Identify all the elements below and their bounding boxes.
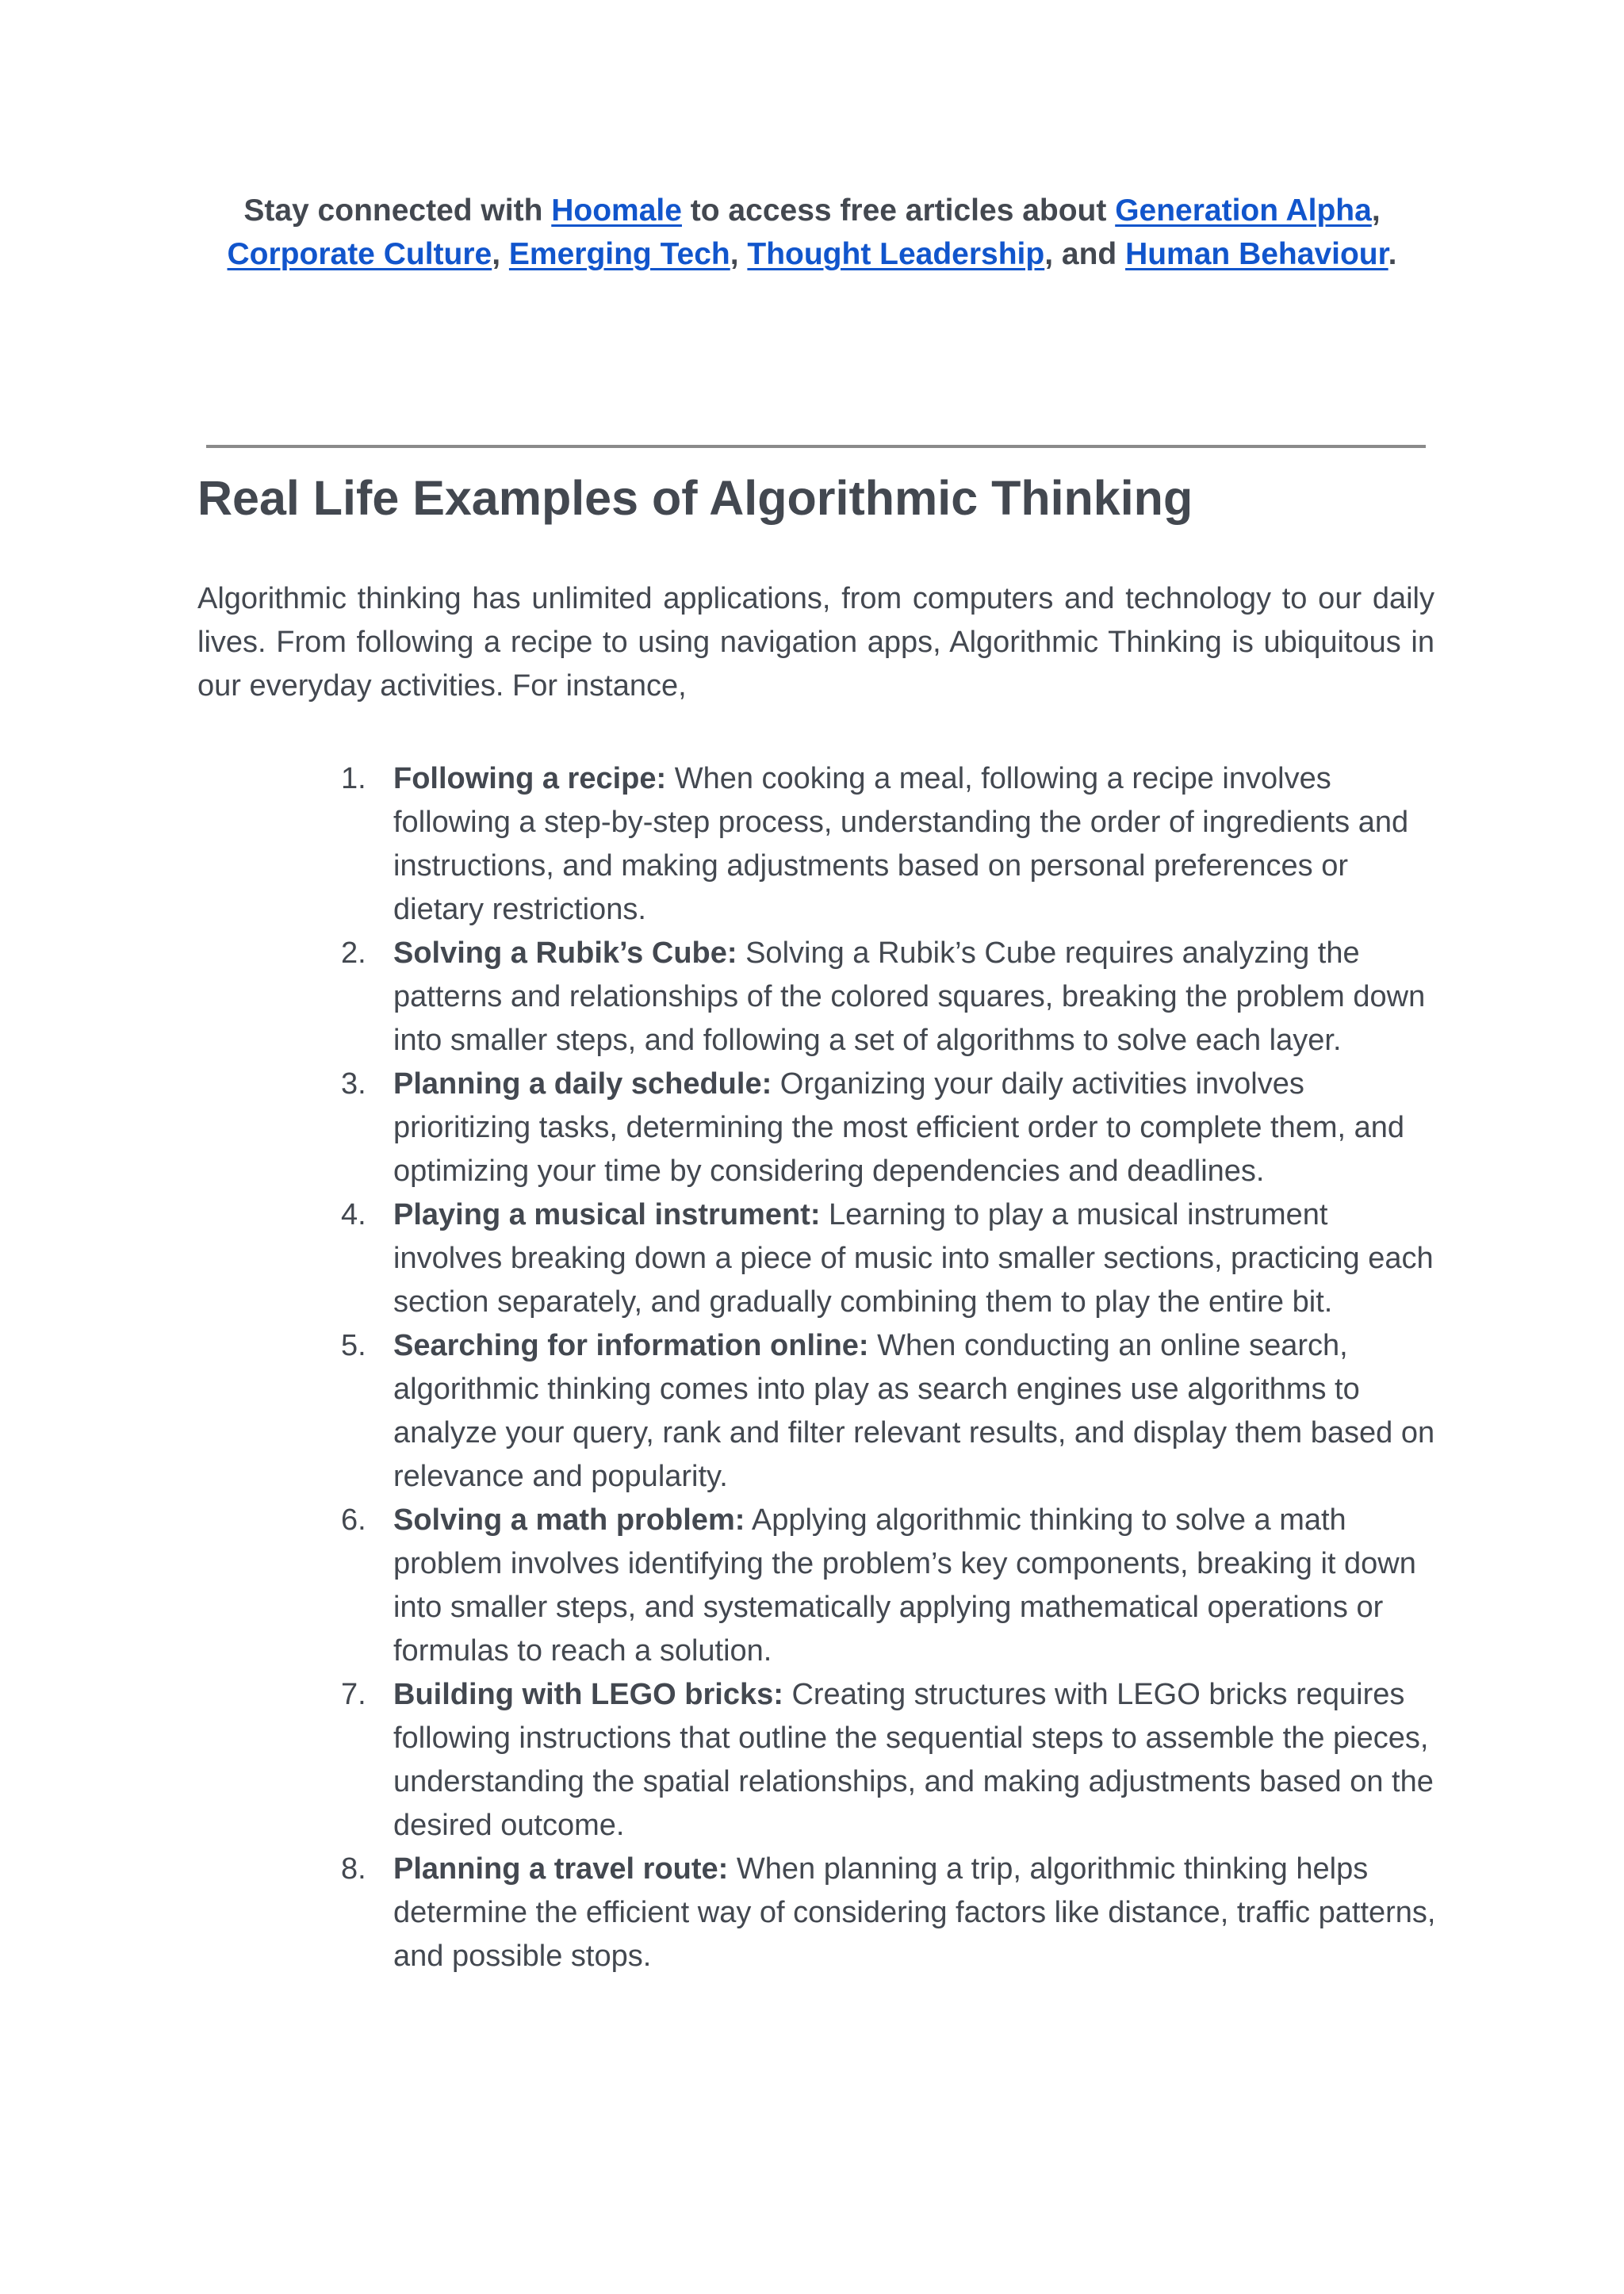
emerging-tech-link[interactable]: Emerging Tech xyxy=(508,237,730,271)
section-heading: Real Life Examples of Algorithmic Thinking xyxy=(197,471,1193,525)
promo-separator: , xyxy=(730,237,748,271)
list-item xyxy=(0,1193,1440,1324)
list-number: 8. xyxy=(341,1852,366,1886)
list-item-description: When cooking a meal, following a recipe involves following a step-by-step process, understanding the order of ingredients and instructions, and making adjustments based on personal preferences or dietary restrictions. xyxy=(393,762,1409,926)
list-item-term: Planning a daily schedule: xyxy=(393,1067,772,1101)
list-item-term: Playing a musical instrument: xyxy=(393,1198,821,1231)
promo-separator: , xyxy=(1371,193,1381,228)
list-item-description: Organizing your daily activities involves prioritizing tasks, determining the most efficient order to complete them, and optimizing your time by considering dependencies and deadlines. xyxy=(393,1067,1405,1188)
list-item xyxy=(0,1063,1440,1193)
list-item xyxy=(0,1499,1440,1673)
list-item xyxy=(0,1673,1440,1848)
list-item xyxy=(0,1848,1440,1978)
list-item-term: Solving a Rubik’s Cube: xyxy=(393,936,737,970)
corporate-culture-link[interactable]: Corporate Culture xyxy=(227,237,492,271)
list-item-term: Planning a travel route: xyxy=(393,1852,729,1886)
thought-leadership-link[interactable]: Thought Leadership xyxy=(747,237,1045,271)
promo-end: . xyxy=(1388,237,1397,271)
list-item-description: When planning a trip, algorithmic thinking helps determine the efficient way of considering factors like distance, traffic patterns, and possible stops. xyxy=(393,1852,1436,1973)
promo-separator: , xyxy=(492,237,509,271)
generation-alpha-link[interactable]: Generation Alpha xyxy=(1115,193,1372,228)
list-number: 6. xyxy=(341,1503,366,1537)
intro-paragraph: Algorithmic thinking has unlimited applications, from computers and technology to our daily lives. From following a recipe to using navigation apps, Algorithmic Thinking is ubiquitous in our everyday activities. For instance, xyxy=(197,582,1434,703)
examples-list xyxy=(0,757,1624,1978)
human-behaviour-link[interactable]: Human Behaviour xyxy=(1125,237,1388,271)
list-item-description: Solving a Rubik’s Cube requires analyzing the patterns and relationships of the colored squares, breaking the problem down into smaller steps, and following a set of algorithms to solve each layer. xyxy=(393,936,1426,1057)
hoomale-link[interactable]: Hoomale xyxy=(551,193,682,228)
list-item-term: Searching for information online: xyxy=(393,1329,869,1362)
list-item xyxy=(0,1324,1440,1499)
list-item-term: Solving a math problem: xyxy=(393,1503,745,1537)
promo-middle: to access free articles about xyxy=(681,193,1116,228)
list-number: 7. xyxy=(341,1678,366,1711)
list-number: 3. xyxy=(341,1067,366,1101)
list-number: 2. xyxy=(341,936,366,970)
list-item-description: Creating structures with LEGO bricks requires following instructions that outline the sequential steps to assemble the pieces, understanding the spatial relationships, and making adjustments based on the desired outcome. xyxy=(393,1678,1434,1842)
list-item-term: Building with LEGO bricks: xyxy=(393,1678,783,1711)
promo-banner xyxy=(198,189,1426,276)
list-item xyxy=(0,757,1440,932)
list-item-description: Applying algorithmic thinking to solve a math problem involves identifying the problem’s key components, breaking it down into smaller steps, and systematically applying mathematical operations or formulas to reach a solution. xyxy=(393,1503,1416,1668)
list-item xyxy=(0,932,1440,1063)
list-number: 1. xyxy=(341,762,366,795)
list-number: 5. xyxy=(341,1329,366,1362)
list-number: 4. xyxy=(341,1198,366,1231)
list-item-term: Following a recipe: xyxy=(393,762,667,795)
promo-separator: , and xyxy=(1044,237,1126,271)
list-item-description: When conducting an online search, algorithmic thinking comes into play as search engines use algorithms to analyze your query, rank and filter relevant results, and display them based on relevance and popularity. xyxy=(393,1329,1435,1493)
horizontal-divider xyxy=(206,445,1426,448)
list-item-description: Learning to play a musical instrument involves breaking down a piece of music into smaller sections, practicing each section separately, and gradually combining them to play the entire bit. xyxy=(393,1198,1434,1319)
promo-prefix: Stay connected with xyxy=(243,193,552,228)
